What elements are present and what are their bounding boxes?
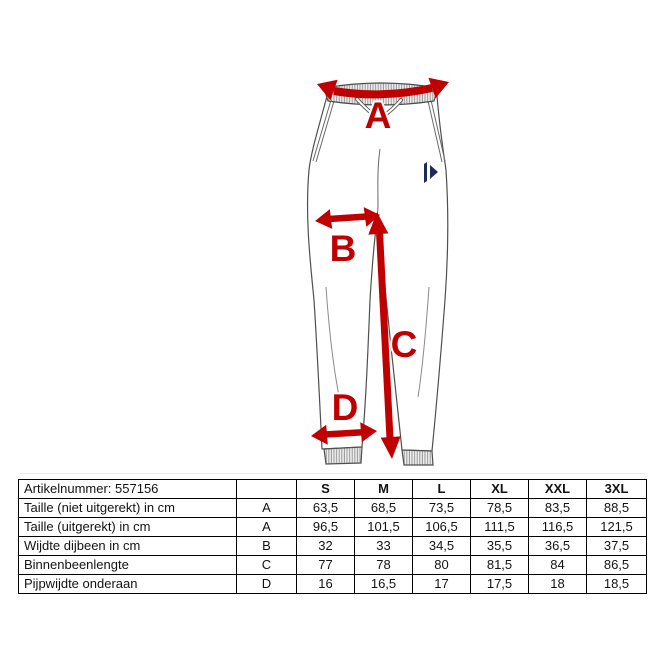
value-cell: 80 — [413, 556, 471, 575]
header-letter-cell-empty — [237, 480, 297, 499]
measure-label-c: C — [390, 324, 418, 365]
row-letter: D — [237, 575, 297, 594]
size-header-3xl: 3XL — [587, 480, 647, 499]
value-cell: 16 — [297, 575, 355, 594]
row-letter: B — [237, 537, 297, 556]
value-cell: 78 — [355, 556, 413, 575]
size-header-s: S — [297, 480, 355, 499]
table-row — [19, 518, 647, 537]
value-cell: 37,5 — [587, 537, 647, 556]
table-row — [19, 537, 647, 556]
value-cell: 106,5 — [413, 518, 471, 537]
row-letter: C — [237, 556, 297, 575]
value-cell: 16,5 — [355, 575, 413, 594]
pants-sketch — [308, 83, 448, 465]
table-header-row — [19, 480, 647, 499]
row-letter: A — [237, 518, 297, 537]
value-cell: 111,5 — [471, 518, 529, 537]
value-cell: 32 — [297, 537, 355, 556]
value-cell: 68,5 — [355, 499, 413, 518]
row-label: Taille (niet uitgerekt) in cm — [19, 499, 237, 518]
value-cell: 18,5 — [587, 575, 647, 594]
size-header-m: M — [355, 480, 413, 499]
measure-label-d: D — [331, 387, 359, 428]
section-divider — [20, 473, 645, 474]
measure-label-a: A — [364, 95, 392, 136]
measure-label-b: B — [329, 228, 357, 269]
value-cell: 121,5 — [587, 518, 647, 537]
size-header-l: L — [413, 480, 471, 499]
size-header-xxl: XXL — [529, 480, 587, 499]
value-cell: 116,5 — [529, 518, 587, 537]
row-label: Pijpwijdte onderaan — [19, 575, 237, 594]
value-cell: 18 — [529, 575, 587, 594]
row-letter: A — [237, 499, 297, 518]
value-cell: 35,5 — [471, 537, 529, 556]
value-cell: 73,5 — [413, 499, 471, 518]
table-row — [19, 499, 647, 518]
value-cell: 86,5 — [587, 556, 647, 575]
value-cell: 83,5 — [529, 499, 587, 518]
right-cuff — [402, 450, 433, 465]
value-cell: 63,5 — [297, 499, 355, 518]
size-header-xl: XL — [471, 480, 529, 499]
row-label: Wijdte dijbeen in cm — [19, 537, 237, 556]
value-cell: 77 — [297, 556, 355, 575]
value-cell: 81,5 — [471, 556, 529, 575]
value-cell: 96,5 — [297, 518, 355, 537]
value-cell: 17,5 — [471, 575, 529, 594]
value-cell: 33 — [355, 537, 413, 556]
size-table — [18, 479, 647, 594]
row-label: Taille (uitgerekt) in cm — [19, 518, 237, 537]
value-cell: 84 — [529, 556, 587, 575]
article-number: Artikelnummer: 557156 — [19, 480, 237, 499]
row-label: Binnenbeenlengte — [19, 556, 237, 575]
left-cuff — [324, 447, 362, 464]
value-cell: 34,5 — [413, 537, 471, 556]
value-cell: 78,5 — [471, 499, 529, 518]
table-row — [19, 556, 647, 575]
value-cell: 88,5 — [587, 499, 647, 518]
table-row — [19, 575, 647, 594]
value-cell: 17 — [413, 575, 471, 594]
value-cell: 101,5 — [355, 518, 413, 537]
value-cell: 36,5 — [529, 537, 587, 556]
